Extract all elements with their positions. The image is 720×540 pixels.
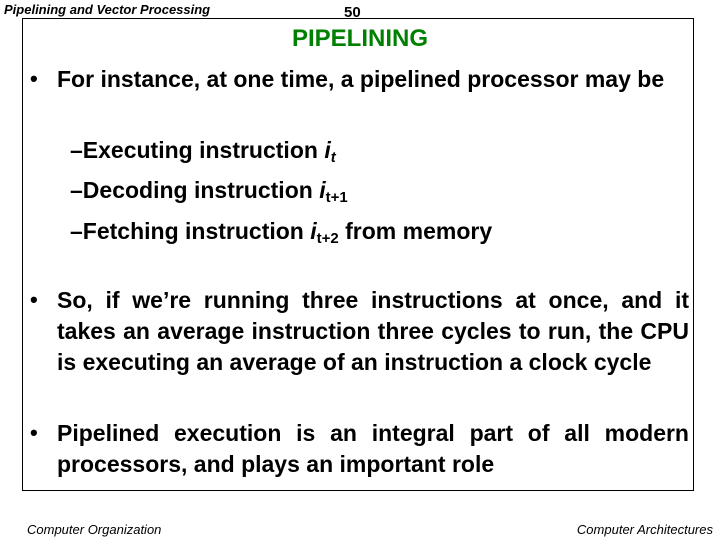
sub-bullet-fetching-suffix: from memory	[338, 218, 493, 244]
sub-bullet-decoding	[70, 177, 348, 206]
sub-bullet-executing	[70, 137, 336, 166]
page-number: 50	[344, 4, 361, 21]
instruction-variable: i	[310, 218, 317, 244]
subscript: t	[330, 149, 336, 166]
instruction-variable: i	[324, 137, 331, 163]
sub-bullet-fetching-text: –Fetching instruction	[70, 218, 311, 244]
subscript: t+1	[325, 189, 348, 206]
sub-bullet-executing-text: –Executing instruction	[70, 137, 325, 163]
sub-bullet-fetching	[70, 218, 492, 247]
subscript: t+2	[316, 230, 339, 247]
bullet-3-text: Pipelined execution is an integral part of all modern processors, and plays an important role	[57, 420, 689, 477]
header-course-title: Pipelining and Vector Processing	[4, 2, 211, 17]
footer-right: Computer Architectures	[576, 522, 713, 537]
bullet-2-text: So, if we’re running three instructions at once, and it takes an average instruction three cycles to run, the CPU is executing an average of an instruction a clock cycle	[57, 287, 689, 375]
bullet-marker-1: •	[30, 66, 38, 91]
slide-title: PIPELINING	[291, 25, 429, 52]
slide-title-container	[0, 25, 720, 53]
footer-left: Computer Organization	[27, 522, 162, 537]
bullet-1-text: For instance, at one time, a pipelined processor may be	[57, 66, 665, 92]
sub-bullet-decoding-text: –Decoding instruction	[70, 177, 320, 203]
bullet-marker-2: •	[30, 287, 38, 312]
instruction-variable: i	[319, 177, 326, 203]
bullet-marker-3: •	[30, 420, 38, 445]
